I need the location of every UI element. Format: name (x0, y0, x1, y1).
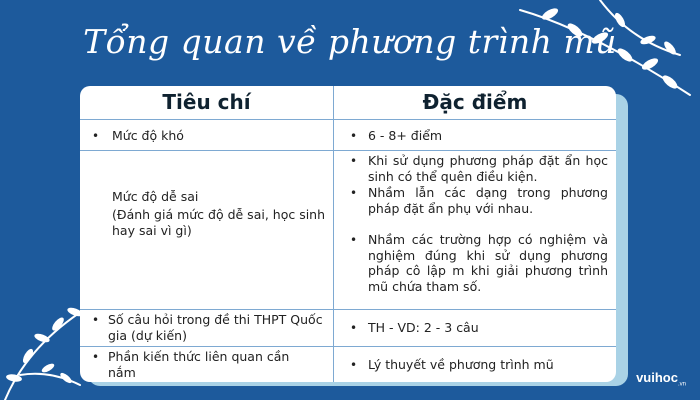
criterion-cell (80, 151, 333, 309)
criterion-text: Phần kiến thức liên quan cần nắm (108, 349, 290, 380)
bullet: • (92, 313, 100, 327)
details-cell (334, 120, 616, 150)
table-row (80, 120, 616, 150)
criterion-text: Mức độ dễ sai (112, 189, 199, 204)
header-criterion: Tiêu chí (162, 90, 251, 114)
details-text: Nhầm lẫn các dạng trong phương pháp đặt ẩn phụ với nhau. (368, 185, 608, 216)
bullet: • (350, 186, 358, 200)
overview-table (80, 86, 616, 382)
criterion-note: (Đánh giá mức độ dễ sai, học sinh hay sai vì gì) (112, 207, 326, 238)
details-text: 6 - 8+ điểm (368, 128, 443, 143)
table-row (80, 151, 616, 309)
vuihoc-logo (636, 370, 686, 388)
logo-suffix: .vn (677, 382, 686, 388)
details-text: Lý thuyết về phương trình mũ (368, 357, 554, 372)
bullet: • (350, 154, 358, 168)
header-details: Đặc điểm (422, 90, 528, 114)
details-text: TH - VD: 2 - 3 câu (368, 320, 479, 335)
logo-text: vuihoc (636, 370, 678, 386)
bullet: • (350, 321, 358, 335)
page-title: Tổng quan về phương trình mũ (83, 22, 617, 61)
bullet: • (92, 129, 100, 143)
bullet: • (92, 350, 100, 364)
criterion-cell (80, 120, 333, 150)
table-row (80, 347, 616, 382)
criterion-text: Số câu hỏi trong đề thi THPT Quốc gia (dự kiến) (108, 312, 323, 343)
details-cell (334, 347, 616, 382)
bullet: • (350, 358, 358, 372)
details-cell (334, 310, 616, 346)
details-text: Nhầm các trường hợp có nghiệm và nghiệm đúng khi sử dụng phương pháp cô lập m khi giải phương trình mũ chứa tham số. (368, 232, 608, 294)
table-header-row (80, 86, 616, 119)
bullet: • (350, 129, 358, 143)
criterion-cell (80, 347, 333, 382)
details-cell (334, 151, 616, 309)
criterion-text: Mức độ khó (112, 128, 184, 143)
details-text: Khi sử dụng phương pháp đặt ẩn học sinh có thể quên điều kiện. (368, 153, 608, 184)
table-row (80, 310, 616, 346)
criterion-cell (80, 310, 333, 346)
bullet: • (350, 233, 358, 247)
